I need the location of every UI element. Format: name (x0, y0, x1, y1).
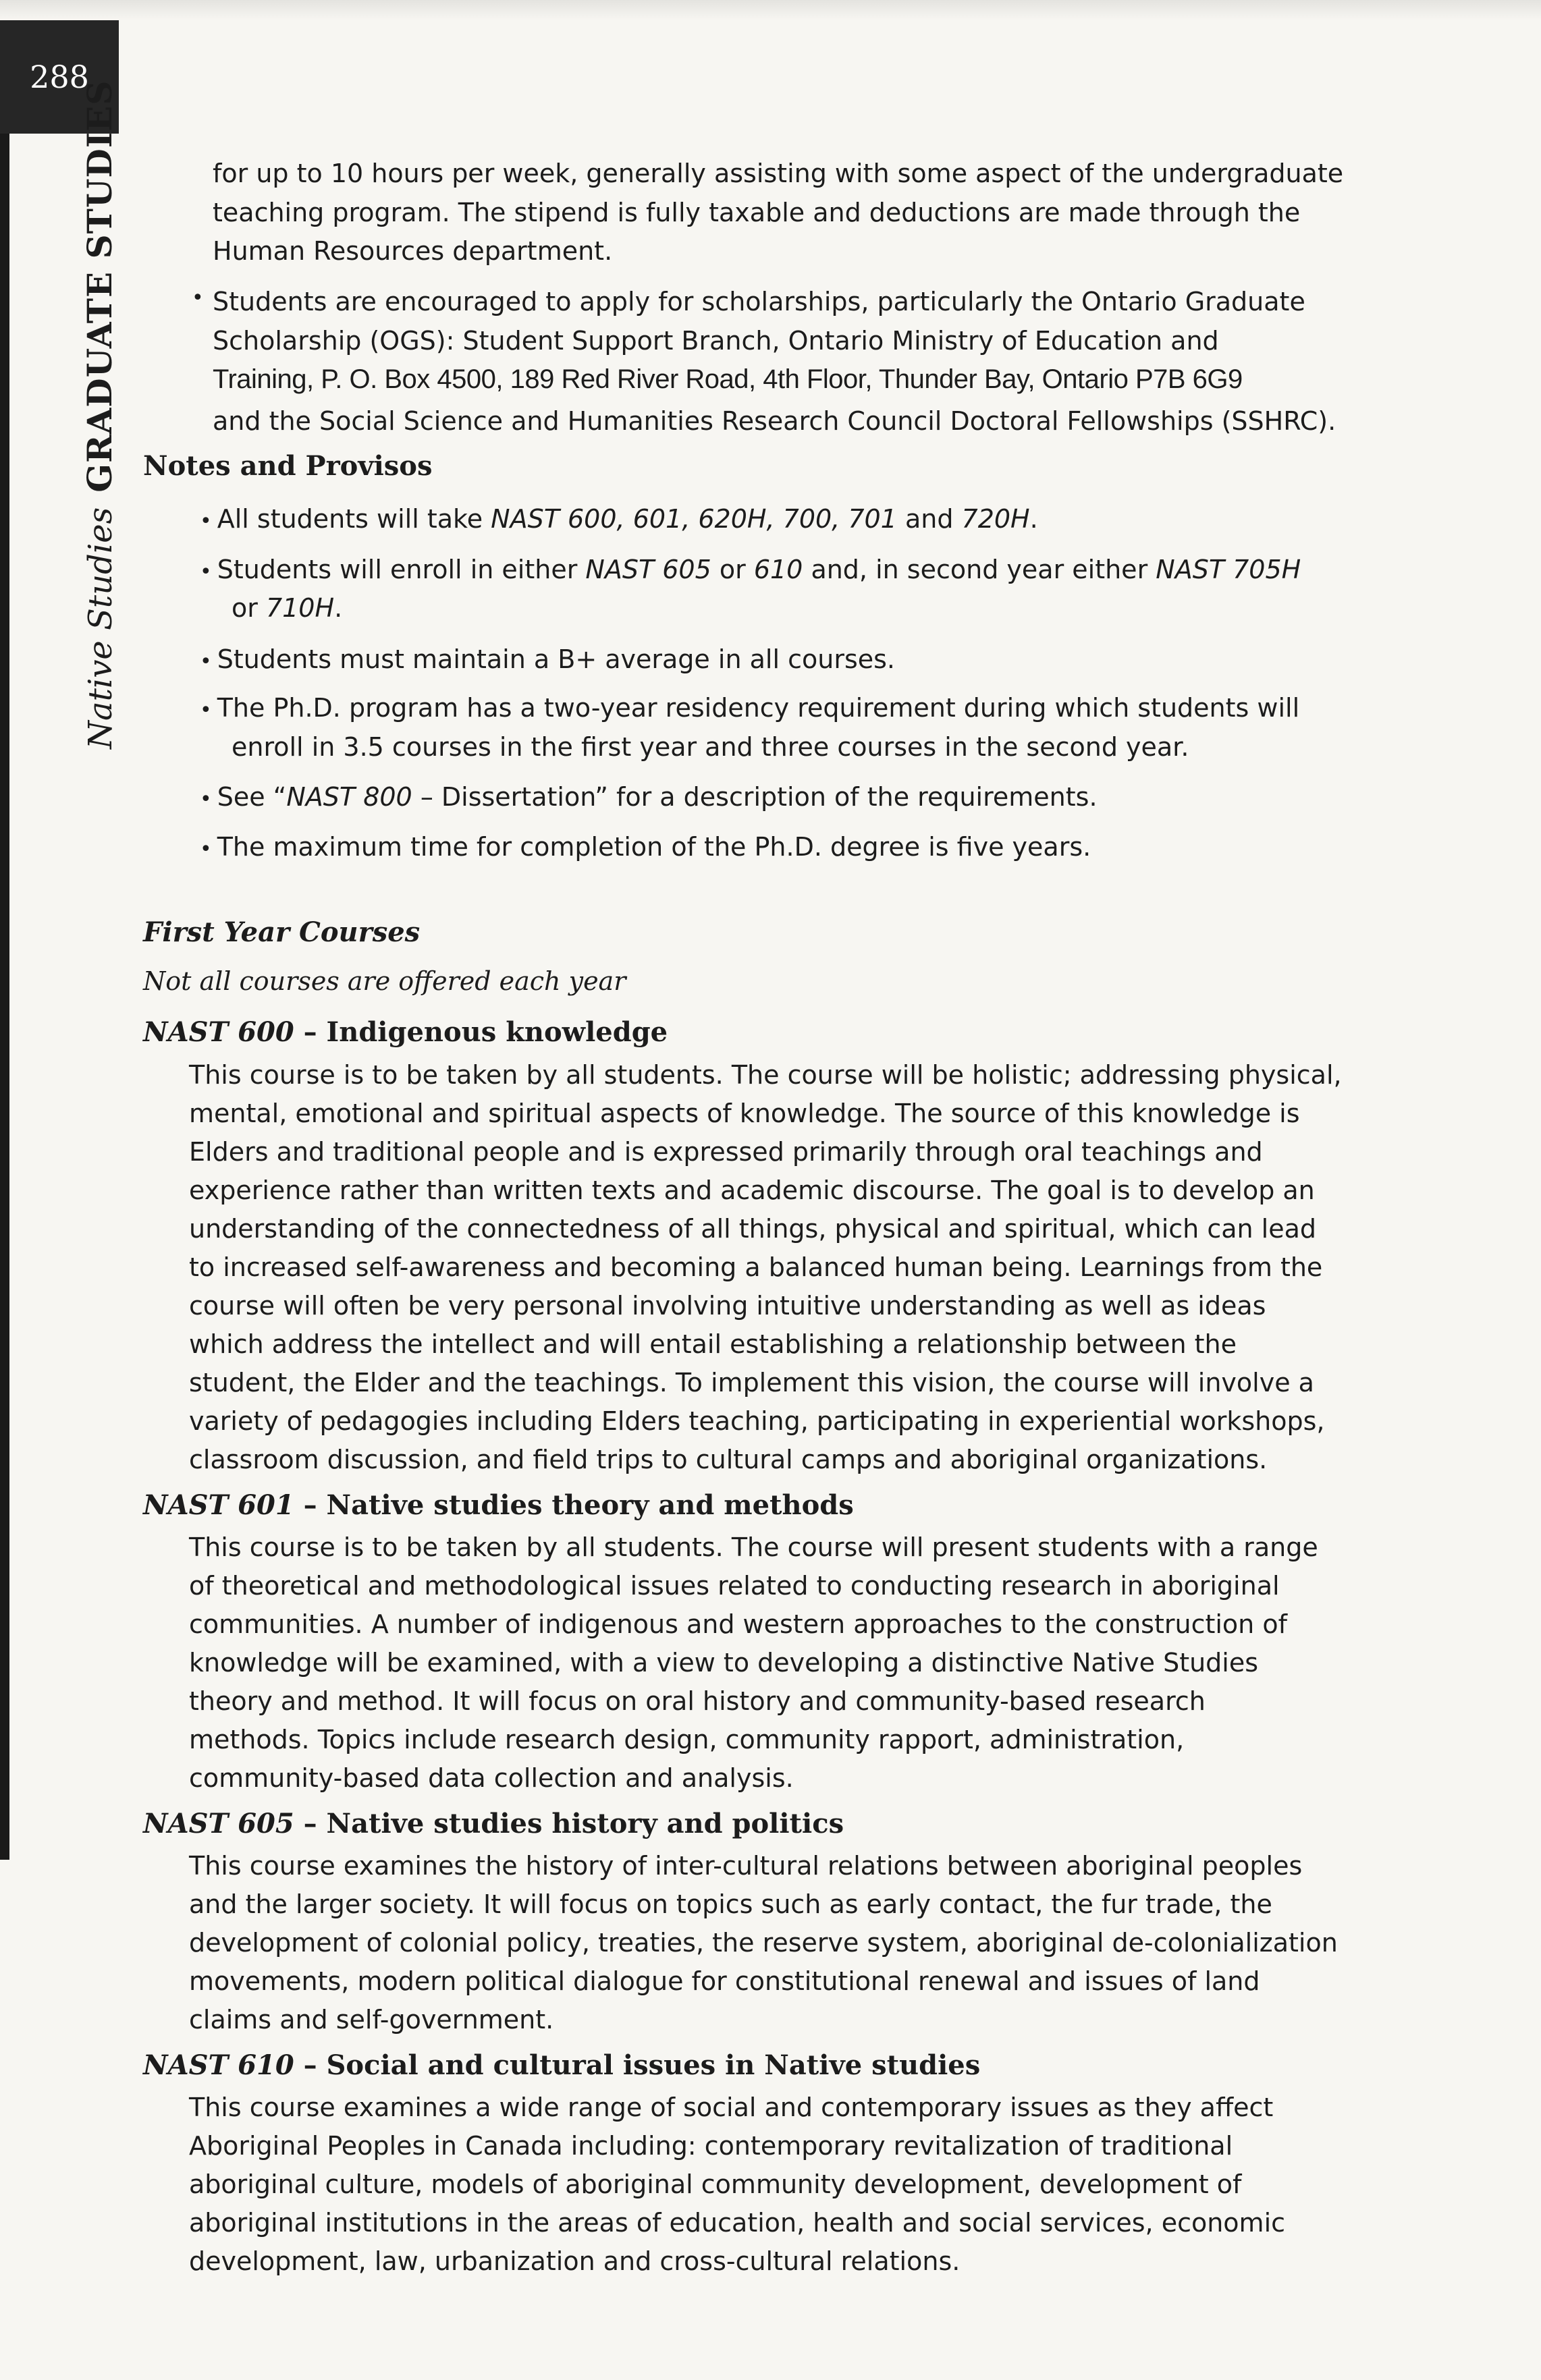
text-line: development, law, urbanization and cross-cultural relations. (189, 2246, 961, 2276)
course-heading (143, 1489, 854, 1521)
text-line: student, the Elder and the teachings. To implement this vision, the course will involve a (189, 1368, 1314, 1397)
text-line: Training, P. O. Box 4500, 189 Red River Road, 4th Floor, Thunder Bay, Ontario P7B 6G9 (213, 364, 1243, 394)
page-number: 288 (30, 59, 89, 95)
text-line: This course is to be taken by all students. The course will present students with a range (189, 1532, 1318, 1562)
running-head (80, 80, 119, 749)
page-top-edge (0, 0, 1541, 20)
text-line: This course is to be taken by all students. The course will be holistic; addressing physical, (189, 1060, 1342, 1090)
bullet-icon: • (200, 650, 212, 673)
course-title: – Native studies theory and methods (294, 1489, 854, 1521)
course-code: NAST 601 (143, 1489, 294, 1521)
text-line: mental, emotional and spiritual aspects of knowledge. The source of this knowledge is (189, 1099, 1300, 1128)
text-line: This course examines the history of inter-cultural relations between aboriginal peoples (189, 1851, 1303, 1881)
course-title: – Indigenous knowledge (294, 1016, 668, 1048)
course-code: NAST 600 (143, 1016, 294, 1048)
text-line: claims and self-government. (189, 2005, 554, 2035)
text-line: classroom discussion, and field trips to cultural camps and aboriginal organizations. (189, 1445, 1268, 1474)
text-line: to increased self-awareness and becoming a balanced human being. Learnings from the (189, 1252, 1323, 1282)
text-line: knowledge will be examined, with a view to developing a distinctive Native Studies (189, 1648, 1259, 1678)
text-line: teaching program. The stipend is fully taxable and deductions are made through the (213, 198, 1301, 227)
text-line: development of colonial policy, treaties, the reserve system, aboriginal de-colonialization (189, 1928, 1338, 1958)
bullet-icon: • (200, 560, 212, 584)
text-line: Human Resources department. (213, 236, 613, 266)
text-line: movements, modern political dialogue for constitutional renewal and issues of land (189, 1966, 1260, 1996)
bullet-icon: • (200, 509, 212, 533)
course-code: NAST 605 (143, 1808, 294, 1839)
text-line: course will often be very personal involving intuitive understanding as well as ideas (189, 1291, 1266, 1321)
course-title: – Social and cultural issues in Native studies (294, 2049, 981, 2081)
notes-bullet-6: • The maximum time for completion of the Ph.D. degree is five years. (200, 832, 1091, 862)
text-line: of theoretical and methodological issues related to conducting research in aboriginal (189, 1571, 1280, 1601)
bullet-icon: • (200, 787, 212, 811)
sidebar-bar (0, 20, 9, 1860)
text-line: and the Social Science and Humanities Research Council Doctoral Fellowships (SSHRC). (213, 406, 1336, 436)
course-code: NAST 610 (143, 2049, 294, 2081)
running-head-chapter: GRADUATE STUDIES (80, 80, 119, 493)
text-line: which address the intellect and will entail establishing a relationship between the (189, 1329, 1237, 1359)
text-line: methods. Topics include research design, community rapport, administration, (189, 1725, 1185, 1754)
text-line: for up to 10 hours per week, generally assisting with some aspect of the undergraduate (213, 159, 1344, 188)
course-heading (143, 1808, 844, 1839)
first-year-subheading: Not all courses are offered each year (143, 966, 626, 996)
text-line: aboriginal institutions in the areas of education, health and social services, economic (189, 2208, 1286, 2238)
running-head-section: Native Studies (82, 507, 119, 749)
bullet-icon: • (200, 698, 212, 722)
text-line: aboriginal culture, models of aboriginal community development, development of (189, 2169, 1242, 2199)
text-line: This course examines a wide range of social and contemporary issues as they affect (189, 2093, 1274, 2122)
text-line: communities. A number of indigenous and western approaches to the construction of (189, 1609, 1287, 1639)
course-title: – Native studies history and politics (294, 1808, 844, 1839)
course-heading (143, 2049, 980, 2081)
bullet-icon: • (192, 286, 204, 310)
notes-bullet-1: • All students will take NAST 600, 601, 620H, 700, 701 and 720H. (200, 504, 1038, 534)
notes-bullet-5: • See “NAST 800 – Dissertation” for a description of the requirements. (200, 782, 1098, 812)
text-line: Elders and traditional people and is expressed primarily through oral teachings and (189, 1137, 1263, 1167)
course-heading (143, 1016, 668, 1048)
first-year-heading: First Year Courses (143, 916, 421, 948)
bullet-icon: • (200, 837, 212, 861)
notes-heading: Notes and Provisos (143, 450, 433, 482)
text-line: variety of pedagogies including Elders teaching, participating in experiential workshops, (189, 1406, 1325, 1436)
text-line: Scholarship (OGS): Student Support Branch, Ontario Ministry of Education and (213, 326, 1219, 356)
text-line: experience rather than written texts and academic discourse. The goal is to develop an (189, 1175, 1315, 1205)
text-line: community-based data collection and analysis. (189, 1763, 794, 1793)
notes-bullet-3: • Students must maintain a B+ average in all courses. (200, 644, 895, 674)
text-line: and the larger society. It will focus on topics such as early contact, the fur trade, the (189, 1889, 1272, 1919)
text-line: understanding of the connectedness of all things, physical and spiritual, which can lead (189, 1214, 1317, 1244)
text-line: theory and method. It will focus on oral history and community-based research (189, 1686, 1206, 1716)
text-line: Aboriginal Peoples in Canada including: contemporary revitalization of traditional (189, 2131, 1233, 2161)
text-line: Students are encouraged to apply for scholarships, particularly the Ontario Graduate (213, 287, 1305, 316)
